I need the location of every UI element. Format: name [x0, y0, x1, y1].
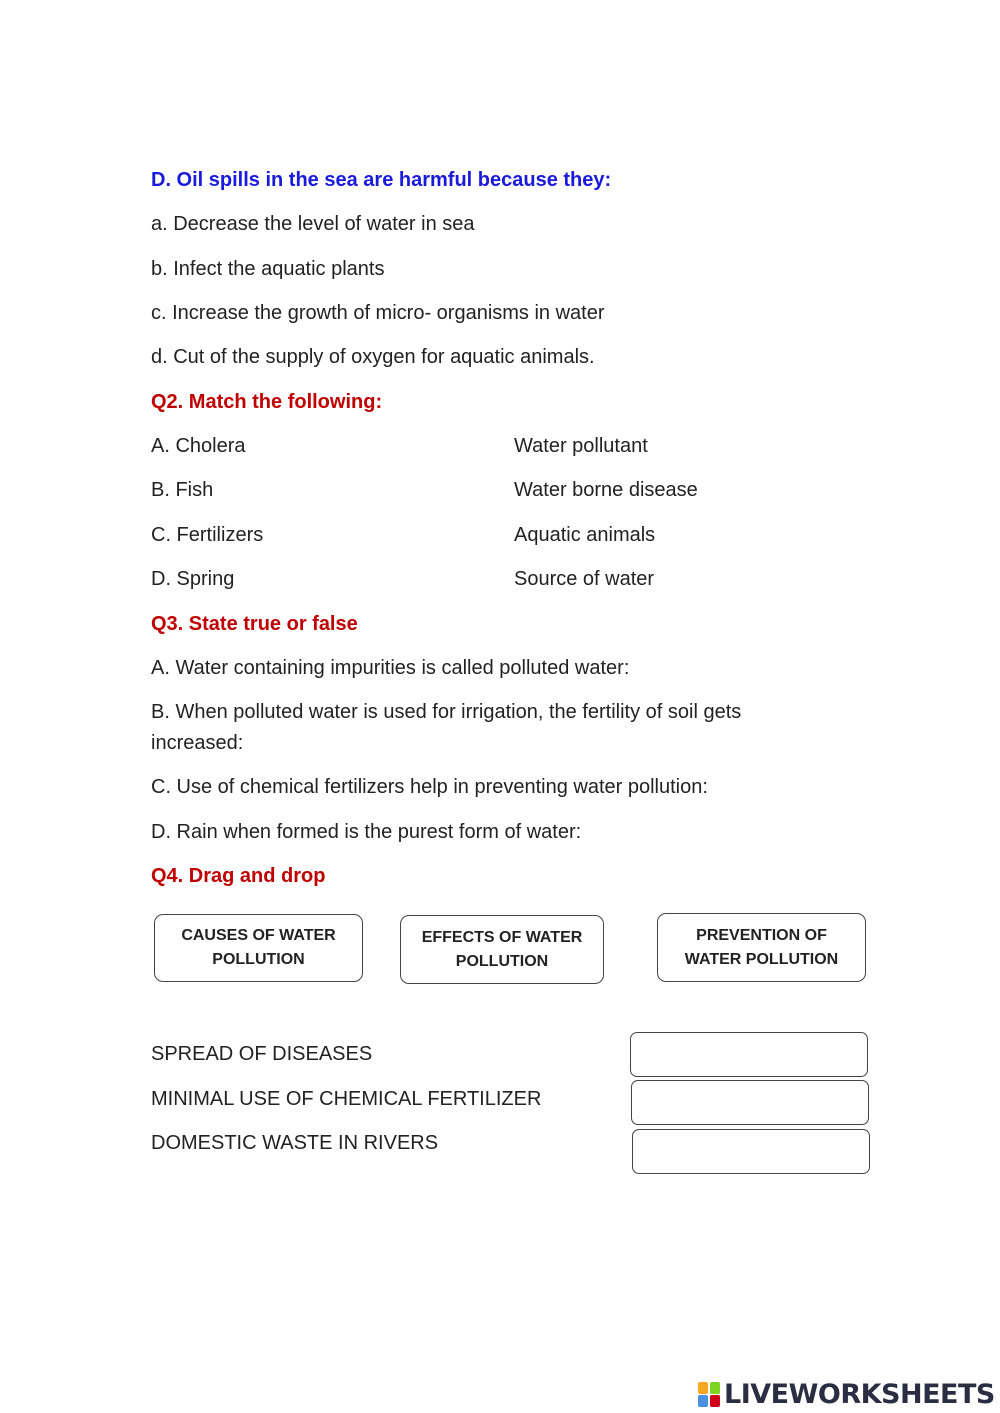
drag-item-spread-of-diseases[interactable]: SPREAD OF DISEASES — [151, 1043, 373, 1065]
liveworksheets-logo-icon — [698, 1380, 722, 1408]
category-prevention: PREVENTION OF WATER POLLUTION — [657, 913, 866, 982]
q4-title: Q4. Drag and drop — [151, 865, 326, 887]
logo-text: LIVEWORKSHEETS — [724, 1378, 995, 1410]
drag-item-domestic-waste[interactable]: DOMESTIC WASTE IN RIVERS — [151, 1132, 439, 1154]
category-effects: EFFECTS OF WATER POLLUTION — [400, 915, 604, 984]
option-c: c. Increase the growth of micro- organisms in water — [151, 302, 605, 324]
q3-title: Q3. State true or false — [151, 613, 358, 635]
category-causes: CAUSES OF WATER POLLUTION — [154, 914, 363, 982]
option-b: b. Infect the aquatic plants — [151, 258, 385, 280]
match-right-4: Source of water — [514, 568, 655, 590]
q2-title: Q2. Match the following: — [151, 391, 383, 413]
question-d-title: D. Oil spills in the sea are harmful because they: — [151, 169, 612, 191]
drop-box-2[interactable] — [631, 1080, 869, 1125]
true-false-statement-a: A. Water containing impurities is called polluted water: — [151, 657, 630, 679]
match-right-1: Water pollutant — [514, 435, 648, 457]
match-left-b: B. Fish — [151, 479, 214, 501]
option-d: d. Cut of the supply of oxygen for aquatic animals. — [151, 346, 595, 368]
drop-box-1[interactable] — [630, 1032, 868, 1077]
drag-item-minimal-chemical-fertilizer[interactable]: MINIMAL USE OF CHEMICAL FERTILIZER — [151, 1088, 542, 1110]
true-false-statement-b: B. When polluted water is used for irrigation, the fertility of soil gets increased: — [151, 701, 742, 754]
match-right-2: Water borne disease — [514, 479, 698, 501]
drop-box-3[interactable] — [632, 1129, 870, 1174]
match-left-d: D. Spring — [151, 568, 235, 590]
match-right-3: Aquatic animals — [514, 524, 656, 546]
match-left-a: A. Cholera — [151, 435, 246, 457]
match-left-c: C. Fertilizers — [151, 524, 264, 546]
true-false-statement-c: C. Use of chemical fertilizers help in preventing water pollution: — [151, 776, 708, 798]
liveworksheets-logo[interactable] — [698, 1377, 995, 1411]
option-a: a. Decrease the level of water in sea — [151, 213, 475, 235]
true-false-statement-d: D. Rain when formed is the purest form of water: — [151, 821, 582, 843]
